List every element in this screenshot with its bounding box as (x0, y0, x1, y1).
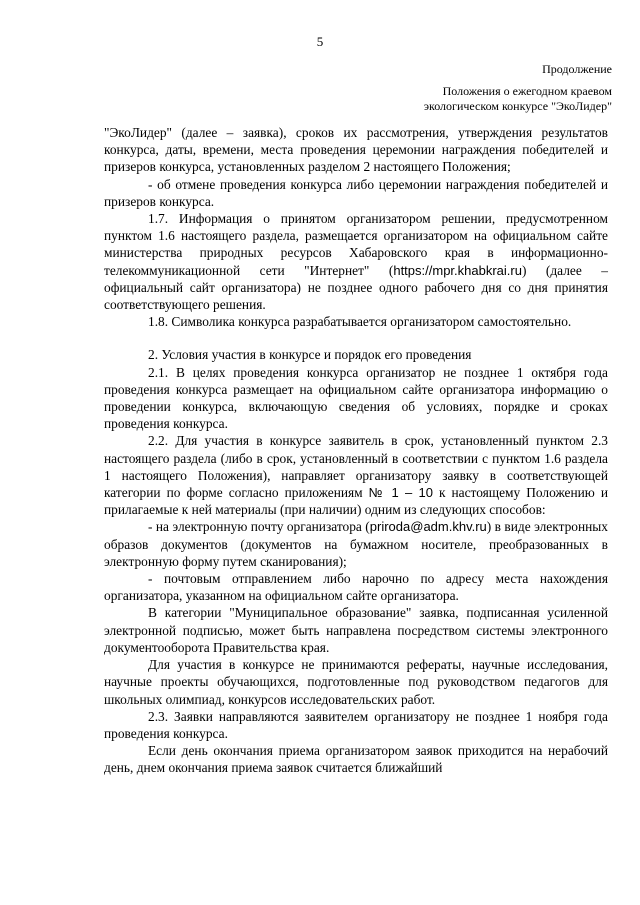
section-heading: 2. Условия участия в конкурсе и порядок его проведения (148, 347, 472, 363)
paragraph-email-option (104, 518, 608, 570)
paragraph: В категории "Муниципальное образование" заявка, подписанная усиленной электронной подписью, может быть направлена посредством системы электронного документооборота Правительства края. (104, 605, 608, 655)
document-reference (424, 84, 612, 114)
paragraph-text: 2.2. Для участия в конкурсе заявитель в срок, установленный пунктом 2.3 настоящего раздела (либо в срок, установленный в соответствии с пунктом 1.6 раздела 1 настоящего Положения), направляет организатору заявку в соответствующей категории по форме согласно приложениям (104, 433, 608, 501)
email-link[interactable]: priroda@adm.khv.ru (369, 519, 487, 535)
paragraph-1-7 (104, 210, 608, 313)
paragraph: 2.3. Заявки направляются заявителем организатору не позднее 1 ноября года проведения конкурса. (104, 708, 608, 741)
page-number: 5 (316, 34, 324, 49)
paragraph: "ЭкоЛидер" (далее – заявка), сроков их рассмотрения, утверждения результатов конкурса, даты, времени, места проведения церемонии награждения победителей и призеров конкурса, установленных разделом 2 настоящего Положения; (104, 125, 608, 175)
paragraph: - почтовым отправлением либо нарочно по адресу места нахождения организатора, указанном на официальном сайте организатора. (104, 571, 608, 604)
paragraph: 1.8. Символика конкурса разрабатывается организатором самостоятельно. (148, 314, 572, 330)
paragraph-text: к настоящему Положению и прилагаемые к ней материалы (при наличии) одним из следующих способов: (104, 485, 608, 518)
paragraph: - об отмене проведения конкурса либо церемонии награждения победителей и призеров конкурса. (104, 176, 608, 209)
document-reference-line2: экологическом конкурсе "ЭкоЛидер" (423, 99, 612, 113)
appendix-range: № 1 – 10 (368, 485, 433, 501)
paragraph-2-2 (104, 432, 608, 518)
paragraph: 2.1. В целях проведения конкурса организатор не позднее 1 октября года проведения конкурса размещает на официальном сайте организатора информацию о проведении конкурса, включающую сведения об условиях, порядке и сроках проведения конкурса. (104, 364, 608, 432)
paragraph-text: - на электронную почту организатора ( (148, 519, 370, 535)
document-reference-line1: Положения о ежегодном краевом (442, 84, 612, 98)
paragraph: Для участия в конкурсе не принимаются рефераты, научные исследования, научные проекты обучающихся, подготовленные под руководством педагогов для школьных олимпиад, конкурсов исследовательских работ. (104, 657, 608, 707)
continuation-label: Продолжение (542, 62, 612, 76)
document-body (104, 124, 608, 777)
paragraph-text: ) (далее – официальный сайт организатора) не позднее одного рабочего дня со дня принятия соответствующего решения. (104, 262, 608, 313)
paragraph-text: 1.7. Информация о принятом организатором решении, предусмотренном пунктом 1.6 настоящего раздела, размещается организатором на официальном сайте министерства природных ресурсов Хабаровского края в информационно-телекоммуникационной сети "Интернет" ( (104, 211, 608, 278)
paragraph-text: ) в виде электронных образов документов (документов на бумажном носителе, преобразованных в электронную форму путем сканирования); (104, 519, 608, 569)
website-link[interactable]: https://mpr.khabkrai.ru (393, 262, 522, 278)
paragraph: Если день окончания приема организатором заявок приходится на нерабочий день, днем окончания приема заявок считается ближайший (104, 743, 608, 776)
